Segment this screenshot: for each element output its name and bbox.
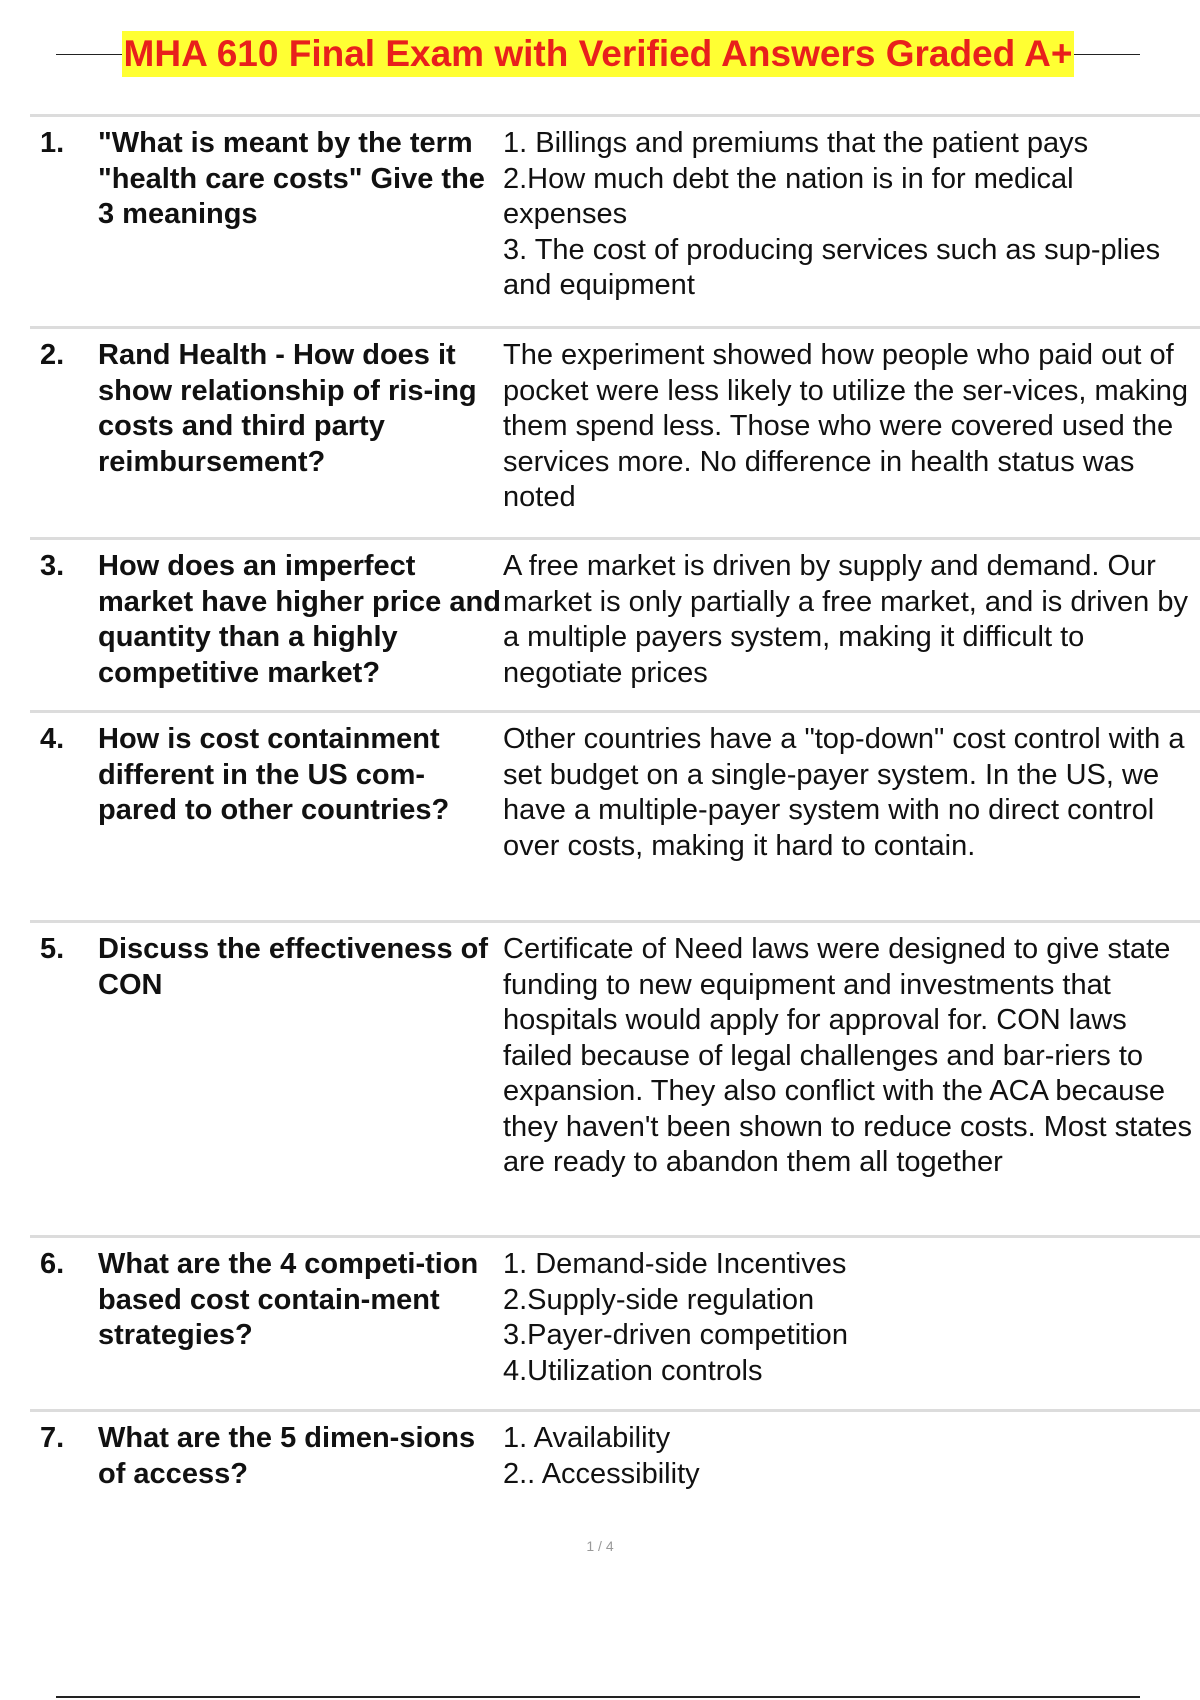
document-title: MHA 610 Final Exam with Verified Answers Graded A+ (122, 31, 1075, 77)
qa-table (30, 114, 1200, 1532)
question-number: 5. (40, 933, 65, 965)
title-rule-right (1074, 54, 1140, 55)
qa-row-3 (30, 540, 1200, 713)
question-number: 6. (40, 1248, 65, 1280)
question-text: Rand Health - How does it show relationship of ris-ing costs and third party reimbursement? (98, 339, 477, 478)
title-bar (56, 30, 1140, 78)
answer-text: 1. Demand-side Incentives 2.Supply-side regulation 3.Payer-driven competition 4.Utilization controls (503, 1248, 848, 1387)
title-rule-left (56, 54, 122, 55)
question-text: Discuss the effectiveness of CON (98, 933, 489, 1001)
answer-text: Other countries have a "top-down" cost control with a set budget on a single-payer system. In the US, we have a multiple-payer system with no direct control over costs, making it hard to contain. (503, 723, 1185, 862)
question-text: What are the 4 competi-tion based cost contain-ment strategies? (98, 1248, 479, 1351)
question-text: How does an imperfect market have higher price and quantity than a highly competitive market? (98, 550, 501, 689)
qa-row-1 (30, 117, 1200, 329)
answer-text: 1. Availability 2.. Accessibility (503, 1422, 700, 1490)
answer-text: The experiment showed how people who paid out of pocket were less likely to utilize the ser-vices, making them spend less. Those who were covered used the services more. No difference in health status was noted (503, 339, 1188, 513)
question-text: "What is meant by the term "health care costs" Give the 3 meanings (98, 127, 485, 230)
question-text: How is cost containment different in the US com-pared to other countries? (98, 723, 450, 826)
question-number: 3. (40, 550, 65, 582)
question-number: 4. (40, 723, 65, 755)
qa-row-6 (30, 1238, 1200, 1412)
page-number: 1 / 4 (586, 1538, 614, 1554)
answer-text: Certificate of Need laws were designed to give state funding to new equipment and investments that hospitals would apply for approval for. CON laws failed because of legal challenges and bar-riers to expansion. They also conflict with the ACA because they haven't been shown to reduce costs. Most states are ready to abandon them all together (503, 933, 1193, 1178)
qa-row-2 (30, 329, 1200, 540)
question-number: 2. (40, 339, 65, 371)
question-text: What are the 5 dimen-sions of access? (98, 1422, 476, 1490)
question-number: 1. (40, 127, 65, 159)
qa-row-7 (30, 1412, 1200, 1532)
page-bottom-rule (56, 1696, 1140, 1698)
answer-text: 1. Billings and premiums that the patient pays 2.How much debt the nation is in for medical expenses 3. The cost of producing services such as sup-plies and equipment (503, 127, 1161, 301)
answer-text: A free market is driven by supply and demand. Our market is only partially a free market, and is driven by a multiple payers system, making it difficult to negotiate prices (503, 550, 1188, 689)
qa-row-4 (30, 713, 1200, 923)
question-number: 7. (40, 1422, 65, 1454)
qa-row-5 (30, 923, 1200, 1238)
